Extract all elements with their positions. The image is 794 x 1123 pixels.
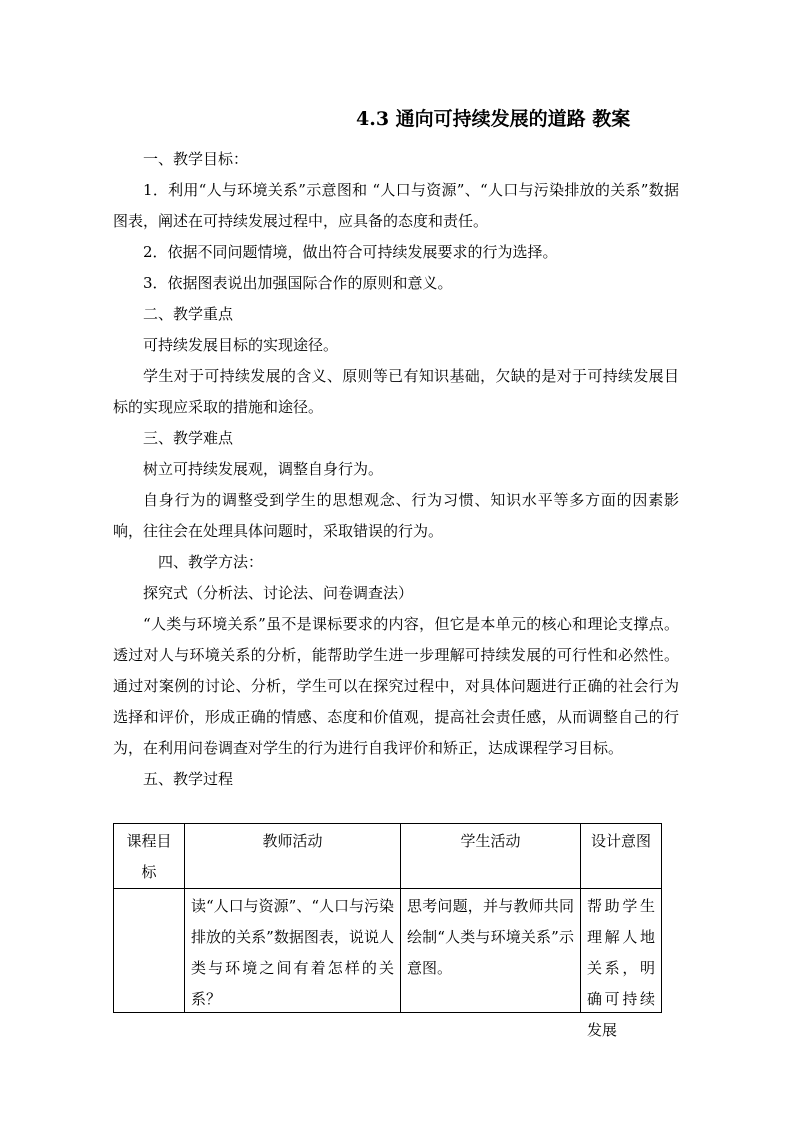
methods-explanation: “人类与环境关系”虽不是课标要求的内容，但它是本单元的核心和理论支撑点。透过对人与环境关系的分析，能帮助学生进一步理解可持续发展的可行性和必然性。通过对案例的讨论、分析，学生可以在探究过程中，对具体问题进行正确的社会行为选择和评价，形成正确的情感、态度和价值观，提高社会责任感，从而调整自己的行为，在利用问卷调查对学生的行为进行自我评价和矫正，达成课程学习目标。 [113,615,679,757]
objective-3: 3．依据图表说出加强国际合作的原则和意义。 [143,274,453,292]
header-course-goal: 课程目标 [114,824,185,889]
objective-1: 1．利用“人与环境关系”示意图和 “人口与资源”、“人口与污染排放的关系”数据图表，阐述在可持续发展过程中，应具备的态度和责任。 [113,181,679,230]
objective-2: 2．依据不同问题情境，做出符合可持续发展要求的行为选择。 [143,243,558,261]
table-row [114,889,662,1013]
key-point-explanation: 学生对于可持续发展的含义、原则等已有知识基础，欠缺的是对于可持续发展目标的实现应采取的措施和途径。 [113,367,679,416]
header-teacher-activity: 教师活动 [185,824,401,889]
section-heading-methods: 四、教学方法： [158,553,264,571]
section-heading-key-points: 二、教学重点 [143,305,234,323]
cell-teacher-activity: 读“人口与资源”、“人口与污染排放的关系”数据图表，说说人类与环境之间有着怎样的关系？ [185,889,401,1013]
document-title: 4.3 通向可持续发展的道路 教案 [356,108,631,130]
cell-course-goal [114,889,185,1013]
key-point-text: 可持续发展目标的实现途径。 [143,336,339,354]
difficulty-explanation: 自身行为的调整受到学生的思想观念、行为习惯、知识水平等多方面的因素影响，往往会在处理具体问题时，采取错误的行为。 [113,491,679,540]
table-header-row [114,824,662,889]
document-body [113,144,679,795]
header-design-intent: 设计意图 [581,824,662,889]
section-heading-objectives: 一、教学目标： [143,150,249,168]
header-student-activity: 学生活动 [401,824,581,889]
cell-student-activity: 思考问题，并与教师共同绘制“人类与环境关系”示意图。 [401,889,581,1013]
section-heading-process: 五、教学过程 [143,770,234,788]
teaching-process-table [113,823,662,1039]
difficulty-text: 树立可持续发展观，调整自身行为。 [143,460,384,478]
methods-text: 探究式（分析法、讨论法、问卷调查法） [143,584,414,602]
section-heading-difficulties: 三、教学难点 [143,429,234,447]
cell-design-intent: 帮助学生理解人地关系，明确可持续发展 [581,889,662,1013]
